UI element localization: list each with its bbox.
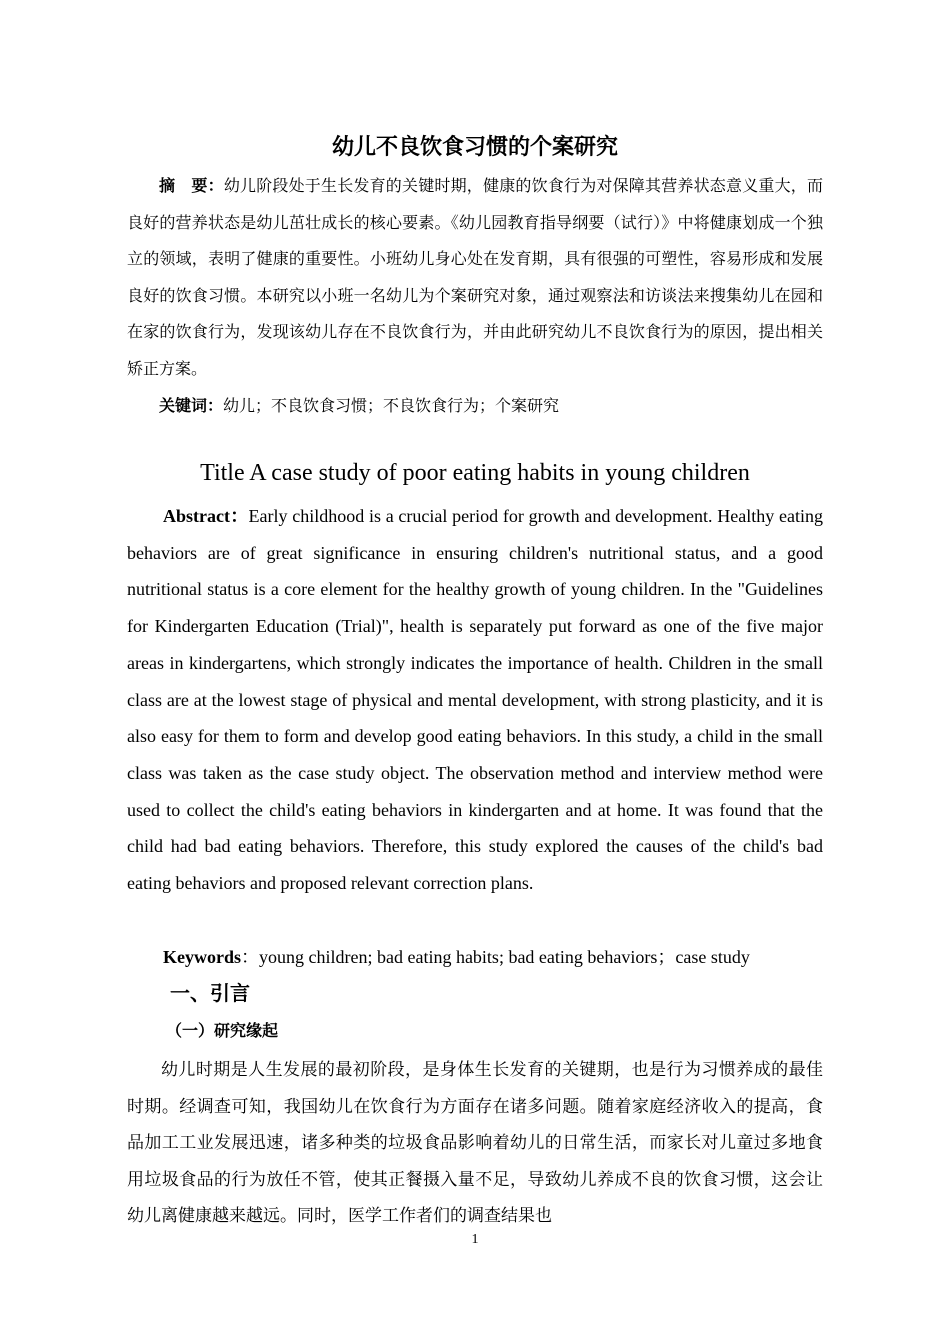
english-keywords — [127, 939, 823, 976]
english-abstract — [127, 498, 823, 902]
english-keywords-label: Keywords — [163, 947, 241, 967]
section-heading-introduction: 一、引言 — [170, 981, 250, 1005]
chinese-abstract-text: 幼儿阶段处于生长发育的关键时期，健康的饮食行为对保障其营养状态意义重大，而良好的营养状态是幼儿茁壮成长的核心要素。《幼儿园教育指导纲要（试行）》中将健康划成一个独立的领域，表明了健康的重要性。小班幼儿身心处在发育期，具有很强的可塑性，容易形成和发展良好的饮食习惯。本研究以小班一名幼儿为个案研究对象，通过观察法和访谈法来搜集幼儿在园和在家的饮食行为，发现该幼儿存在不良饮食行为，并由此研究幼儿不良饮食行为的原因，提出相关矫正方案。 — [127, 176, 823, 378]
chinese-keywords — [127, 388, 823, 425]
english-abstract-text: Early childhood is a crucial period for growth and development. Healthy eating behaviors are of great significance in ensuring children's nutritional status, and a good nutritional status is a core element for the healthy growth of young children. In the "Guidelines for Kindergarten Education (Trial)", health is separately put forward as one of the five major areas in kindergartens, which strongly indicates the importance of health. Children in the small class are at the lowest stage of physical and mental development, with strong plasticity, and it is also easy for them to form and develop good eating behaviors. In this study, a child in the small class was taken as the case study object. The observation method and interview method were used to collect the child's eating behaviors in kindergarten and at home. It was found that the child had bad eating behaviors. Therefore, this study explored the causes of the child's bad eating behaviors and proposed relevant correction plans. — [127, 506, 823, 894]
chinese-abstract-label: 摘 要： — [159, 176, 224, 195]
page-number: 1 — [471, 1232, 479, 1247]
chinese-title: 幼儿不良饮食习惯的个案研究 — [331, 135, 618, 160]
subsection-heading-research-origin: （一）研究缘起 — [166, 1021, 279, 1040]
body-paragraph: 幼儿时期是人生发展的最初阶段，是身体生长发育的关键期，也是行为习惯养成的最佳时期。经调查可知，我国幼儿在饮食行为方面存在诸多问题。随着家庭经济收入的提高，食品加工工业发展迅速，诸多种类的垃圾食品影响着幼儿的日常生活，而家长对儿童过多地食用垃圾食品的行为放任不管，使其正餐摄入量不足，导致幼儿养成不良的饮食习惯，这会让幼儿离健康越来越远。同时，医学工作者们的调查结果也 — [127, 1060, 823, 1226]
english-abstract-label: Abstract： — [163, 506, 249, 526]
chinese-keywords-text: 幼儿；不良饮食习惯；不良饮食行为；个案研究 — [223, 396, 560, 415]
english-keywords-text: ：young children; bad eating habits; bad eating behaviors；case study — [241, 947, 750, 967]
chinese-keywords-label: 关键词： — [159, 396, 224, 415]
chinese-abstract — [127, 168, 823, 387]
english-title: Title A case study of poor eating habits in young children — [200, 460, 750, 486]
